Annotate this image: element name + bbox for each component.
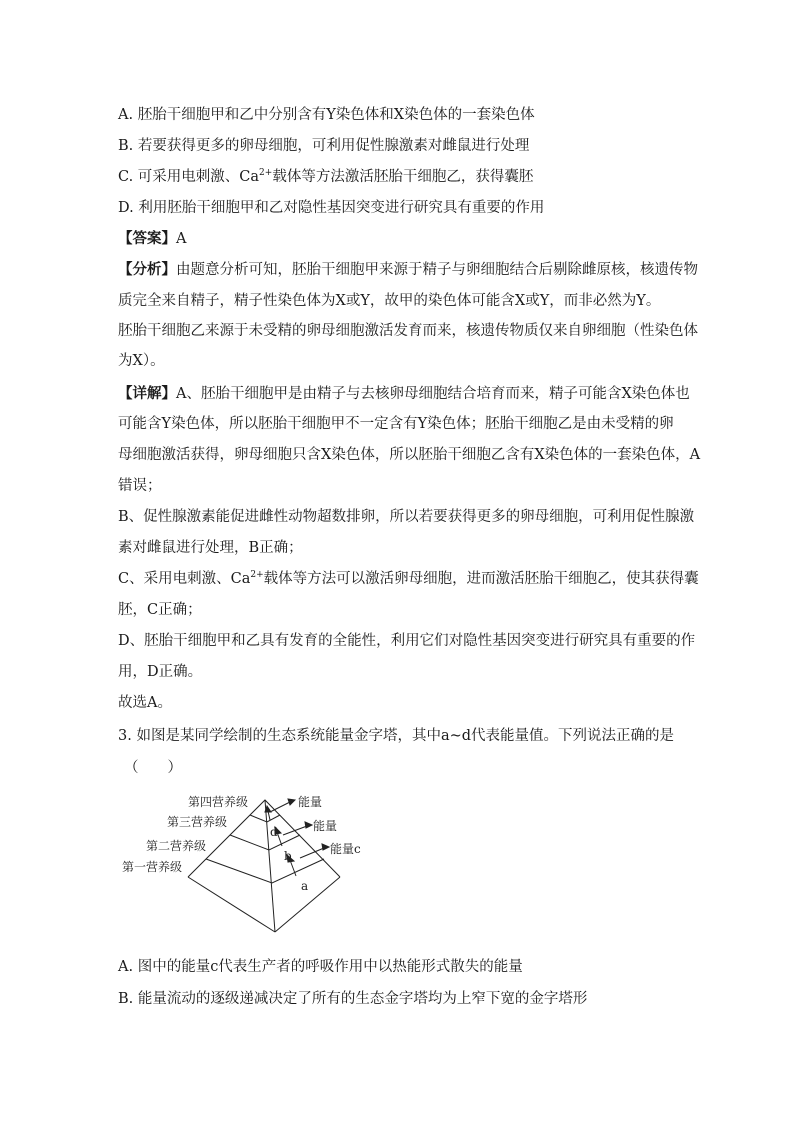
question-3-option-a: A. 图中的能量c代表生产者的呼吸作用中以热能形式散失的能量 (118, 959, 523, 975)
detail-line-2: 可能含Y染色体，所以胚胎干细胞甲不一定含有Y染色体；胚胎干细胞乙是由未受精的卵 (118, 416, 674, 432)
detail-label: 【详解】 (118, 385, 176, 402)
detail-c-superscript: 2+ (250, 570, 264, 581)
detail-line-8: 胚，C正确； (118, 602, 202, 618)
label-energy-2: 能量 (313, 819, 338, 833)
label-level-3: 第三营养级 (167, 815, 228, 829)
question-3-stem: 3. 如图是某同学绘制的生态系统能量金字塔，其中a~d代表能量值。下列说法正确的是 (118, 728, 675, 744)
label-level-2: 第二营养级 (146, 839, 207, 853)
question-3-option-b: B. 能量流动的逐级递减决定了所有的生态金字塔均为上窄下宽的金字塔形 (118, 991, 588, 1007)
level-divider-2 (230, 835, 300, 850)
analysis-line-4: 为X）。 (118, 353, 165, 369)
option-a: A. 胚胎干细胞甲和乙中分别含有Y染色体和X染色体的一套染色体 (118, 107, 535, 123)
analysis-text-1: 由题意分析可知，胚胎干细胞甲来源于精子与卵细胞结合后剔除雌原核，核遗传物 (176, 262, 698, 278)
answer-value: A (176, 231, 187, 247)
detail-c-pre: C、采用电刺激、Ca (118, 571, 251, 587)
analysis-line-3: 胚胎干细胞乙来源于未受精的卵母细胞激活发育而来，核遗传物质仅来自卵细胞（性染色体 (118, 323, 698, 339)
label-energy-3: 能量c (330, 842, 361, 856)
option-b: B. 若要获得更多的卵母细胞，可利用促性腺激素对雌鼠进行处理 (118, 138, 530, 154)
level-divider-1 (250, 815, 280, 822)
detail-line-3: 母细胞激活获得，卵母细胞只含X染色体，所以胚胎干细胞乙含有X染色体的一套染色体，A (118, 447, 701, 463)
answer-label: 【答案】 (118, 230, 176, 247)
option-c-text-pre: C. 可采用电刺激、Ca (118, 169, 260, 185)
detail-line-6: 素对雌鼠进行处理，B正确； (118, 540, 303, 556)
detail-line-10: 用，D正确。 (118, 664, 203, 680)
option-c-text-post: 载体等方法激活胚胎干细胞乙，获得囊胚 (272, 169, 534, 185)
question-3-paren: （ ） (124, 760, 182, 776)
detail-c-post: 载体等方法可以激活卵母细胞，进而激活胚胎干细胞乙，使其获得囊 (263, 571, 699, 587)
conclusion: 故选A。 (118, 695, 172, 711)
analysis-label: 【分析】 (118, 261, 176, 278)
detail-line-4: 错误； (118, 478, 162, 494)
label-b: b (284, 849, 292, 863)
detail-text-1: A、胚胎干细胞甲是由精子与去核卵母细胞结合培育而来，精子可能含X染色体也 (176, 386, 690, 402)
detail-line-9: D、胚胎干细胞甲和乙具有发育的全能性，利用它们对隐性基因突变进行研究具有重要的作 (118, 633, 696, 649)
label-level-4: 第四营养级 (188, 795, 249, 809)
label-level-1: 第一营养级 (122, 860, 183, 874)
option-c-superscript: 2+ (259, 168, 273, 179)
label-d: d (270, 825, 278, 839)
analysis-line-2: 质完全来自精子，精子性染色体为X或Y，故甲的染色体可能含X或Y，而非必然为Y。 (118, 293, 661, 309)
label-a: a (301, 879, 309, 893)
label-energy-1: 能量 (298, 795, 323, 809)
pyramid-outline (188, 800, 340, 877)
detail-line-5: B、促性腺激素能促进雌性动物超数排卵，所以若要获得更多的卵母细胞，可利用促性腺激 (118, 509, 695, 525)
option-d: D. 利用胚胎干细胞甲和乙对隐性基因突变进行研究具有重要的作用 (118, 200, 545, 216)
